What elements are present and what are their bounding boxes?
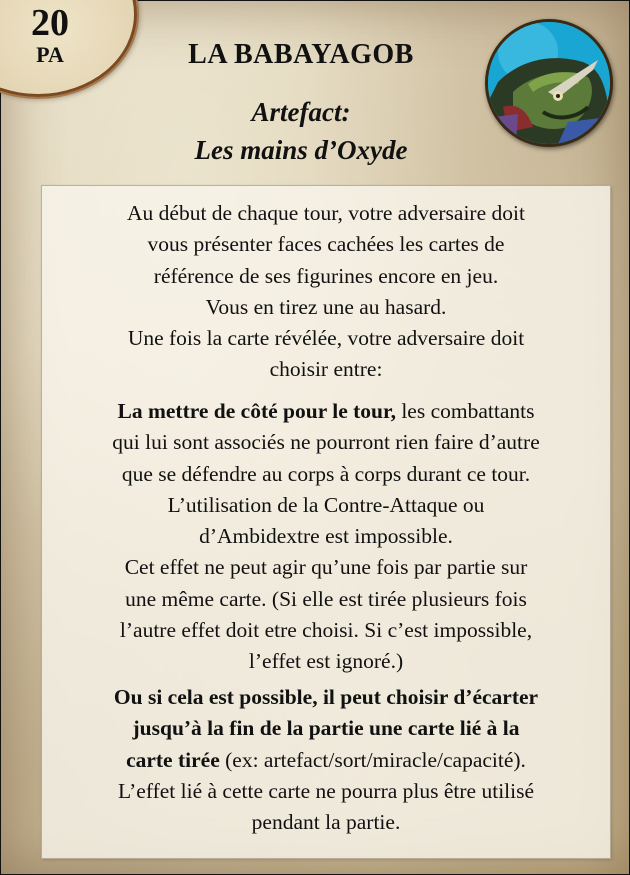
text-line <box>42 713 610 744</box>
text-line: choisir entre: <box>269 357 383 382</box>
card-title: LA BABAYAGOB <box>188 39 414 70</box>
option-1-heading: La mettre de côté pour le tour, <box>117 399 396 423</box>
cost-value: 20 <box>31 2 69 44</box>
rules-paragraph-intro <box>42 198 610 386</box>
text-line: pendant la partie. <box>251 810 401 835</box>
text-line: l’effet est ignoré.) <box>248 649 404 674</box>
text-line: que se défendre au corps à corps durant ce tour. <box>121 461 531 486</box>
text-line <box>42 745 610 776</box>
subtitle-name: Les mains d’Oxyde <box>194 135 408 165</box>
text-line: une même carte. (Si elle est tirée plusieurs fois <box>125 586 527 611</box>
text-line <box>42 396 610 427</box>
text-line: L’effet lié à cette carte ne pourra plus être utilisé <box>117 778 535 803</box>
option-2-heading-line: Ou si cela est possible, il peut choisir d’écarter <box>113 685 539 709</box>
text-line: référence de ses figurines encore en jeu. <box>153 263 499 288</box>
text-line: l’autre effet doit etre choisi. Si c’est impossible, <box>119 618 533 643</box>
text-span: (ex: artefact/sort/miracle/capacité). <box>219 747 526 772</box>
text-line: qui lui sont associés ne pourront rien faire d’autre <box>112 430 540 455</box>
rules-text-box <box>41 185 611 859</box>
text-line: Au début de chaque tour, votre adversaire doit <box>127 201 525 225</box>
text-line: Une fois la carte révélée, votre adversaire doit <box>127 326 525 351</box>
text-line: d’Ambidextre est impossible. <box>199 524 453 549</box>
portrait-art <box>488 22 610 144</box>
text-line: L’utilisation de la Contre-Attaque ou <box>167 492 485 517</box>
goblin-portrait-icon <box>485 19 613 147</box>
text-line: Cet effet ne peut agir qu’une fois par partie sur <box>124 555 528 580</box>
option-2-heading-line: carte tirée <box>126 747 220 772</box>
cost-label: PA <box>36 42 64 67</box>
option-2-heading-line: jusqu’à la fin de la partie une carte lié à la <box>132 716 520 741</box>
text-span: les combattants <box>395 399 535 423</box>
text-line <box>42 682 610 713</box>
rules-paragraph-option-2 <box>42 682 610 838</box>
subtitle-type: Artefact: <box>251 97 351 127</box>
text-line: vous présenter faces cachées les cartes de <box>147 232 505 257</box>
text-line: Vous en tirez une au hasard. <box>205 294 447 319</box>
rules-paragraph-option-1 <box>42 396 610 678</box>
